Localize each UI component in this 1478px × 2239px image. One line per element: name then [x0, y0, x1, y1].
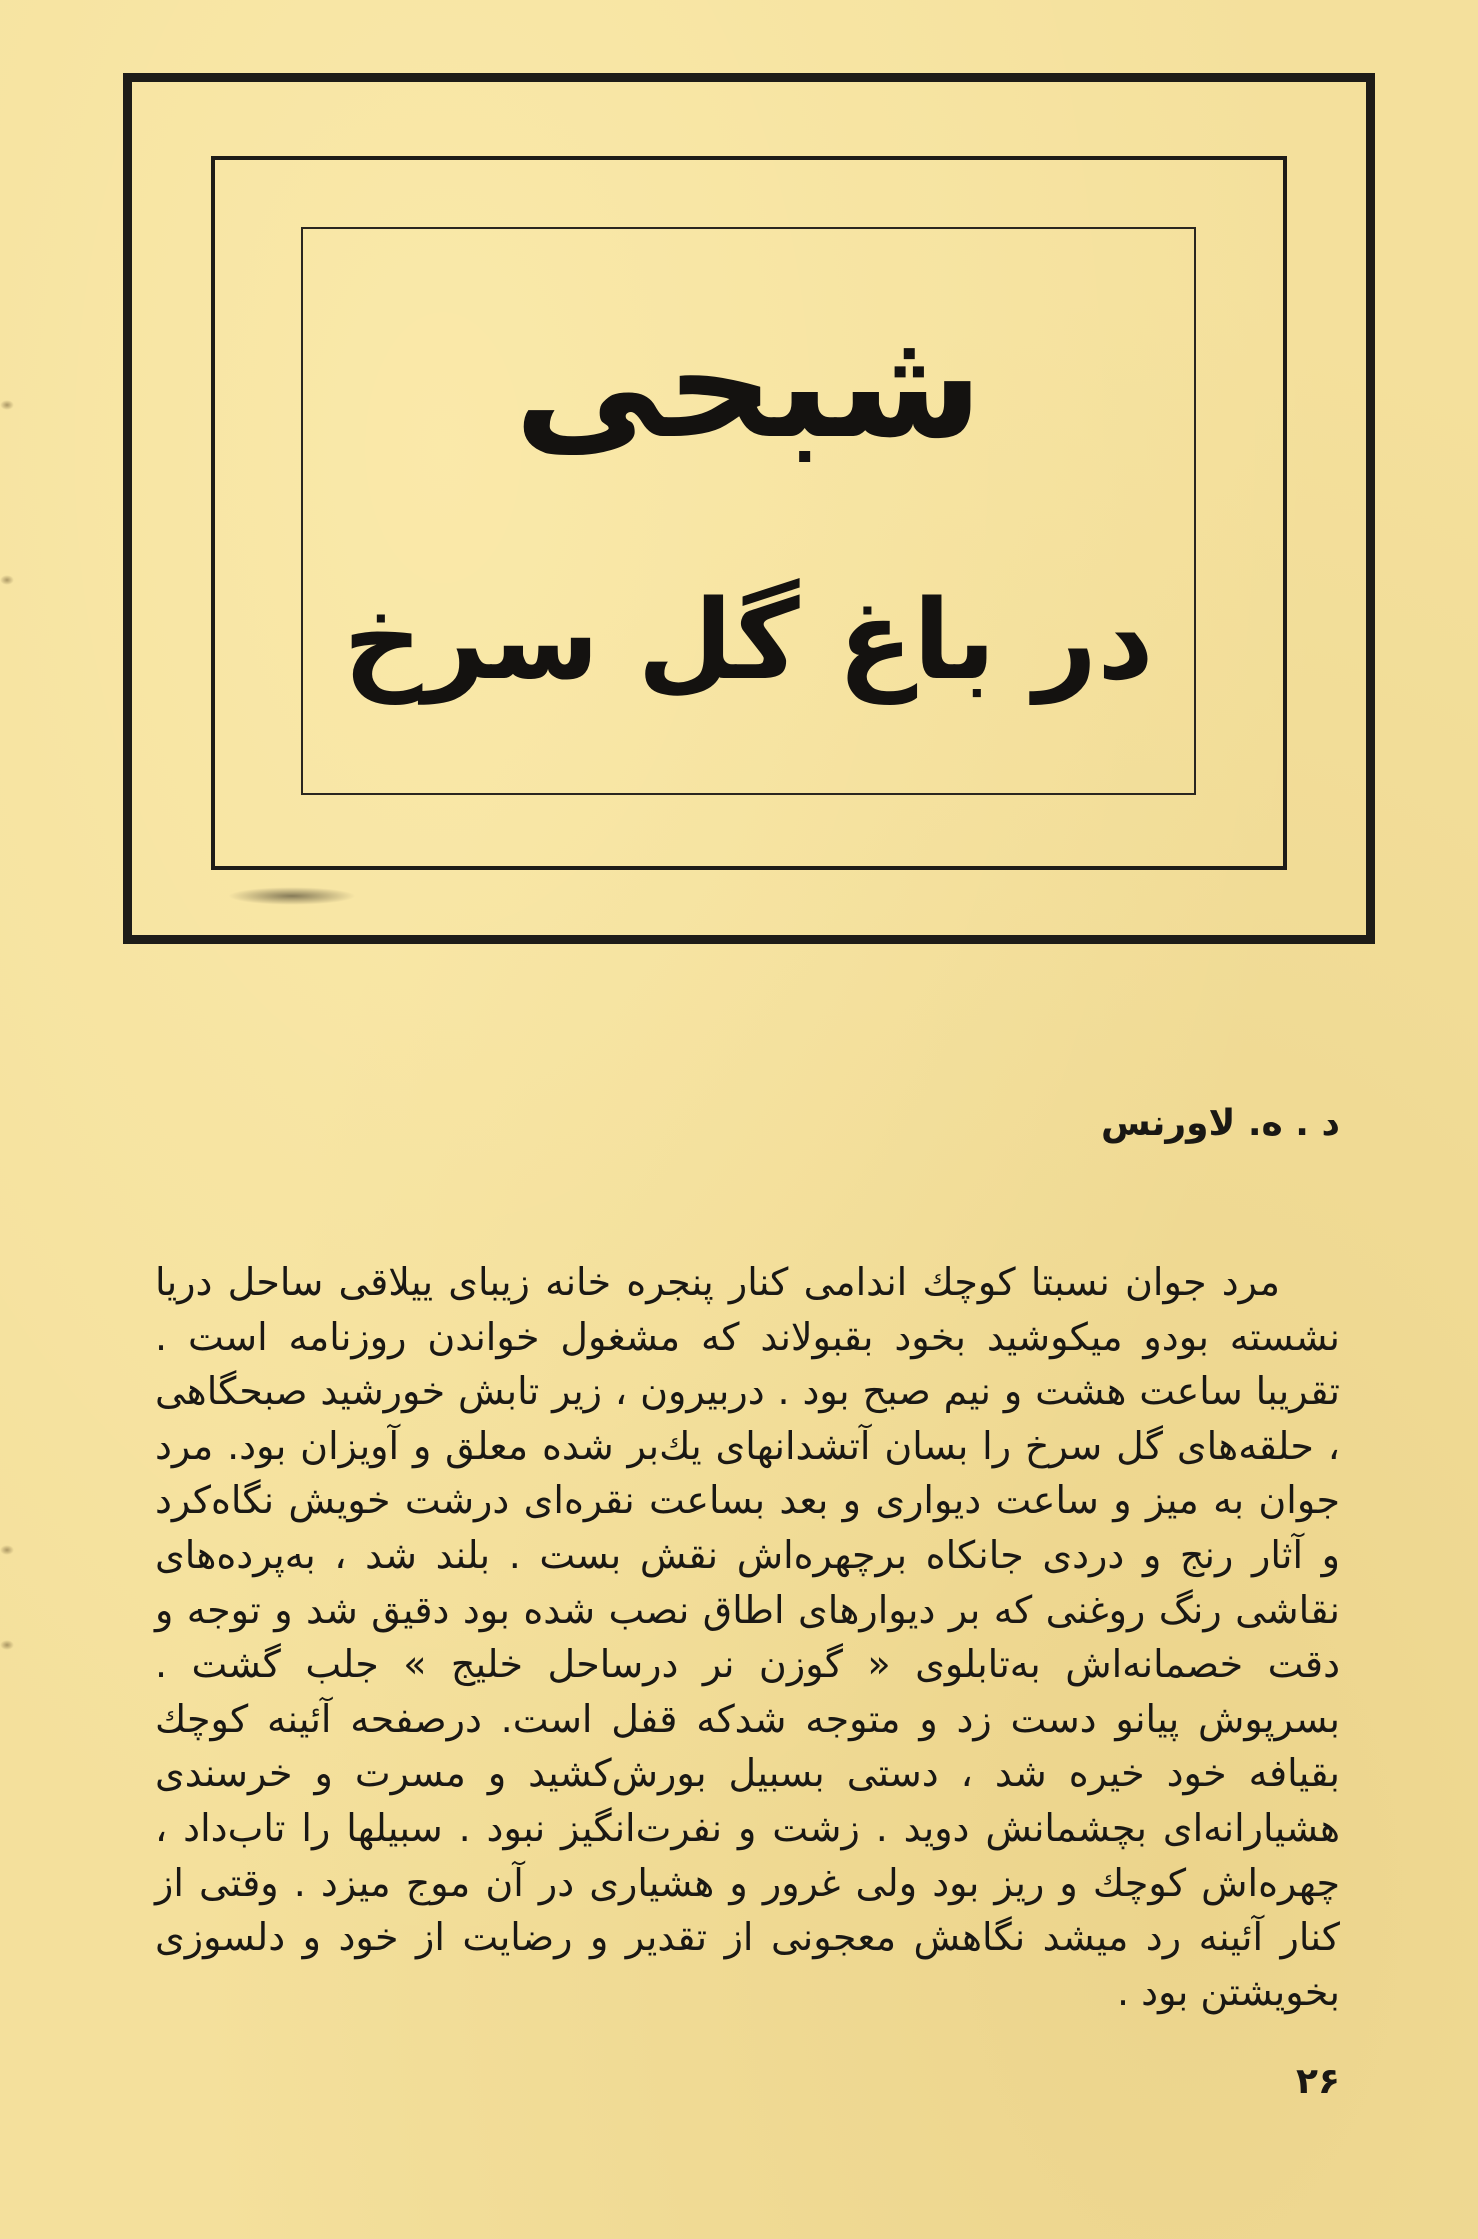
binding-hole	[0, 1640, 14, 1650]
body-paragraph: مرد جوان نسبتا کوچك اندامی کنار پنجره خانه زیبای ییلاقی ساحل دریا نشسته بودو میکوشید بخود بقبولاند که مشغول خواندن روزنامه است . تقریبا ساعت هشت و نیم صبح بود . دربیرون ، زیر تابش خورشید صبحگاهی ، حلقه‌های گل سرخ را بسان آتشدانهای یك‌بر شده معلق و آویزان بود. مرد جوان به میز و ساعت دیواری و بعد بساعت نقره‌ای درشت خویش نگاه‌کرد و آثار رنج و دردی جانکاه برچهره‌اش نقش بست . بلند شد ، به‌پرده‌های نقاشی رنگ روغنی که بر دیوارهای اطاق نصب شده بود دقیق شد و توجه و دقت خصمانه‌اش به‌تابلوی « گوزن نر درساحل خلیج » جلب گشت . بسرپوش پیانو دست زد و متوجه شدکه قفل است. درصفحه آئینه کوچك بقیافه خود خیره شد ، دستی بسبیل بورش‌کشید و مسرت و خرسندی هشیارانه‌ای بچشمانش دوید . زشت و نفرت‌انگیز نبود . سبیلها را تاب‌داد ، چهره‌اش کوچك و ریز بود ولی غرور و هشیاری در آن موج میزد . وقتی از کنار آئینه رد میشد نگاهش معجونی از تقدیر و رضایت از خود و دلسوزی بخویشتن بود .	[155, 1260, 1340, 2014]
story-subtitle: در باغ گل سرخ	[343, 576, 1154, 704]
story-title: شبحی	[514, 298, 983, 472]
author-name: د . ه. لاورنس	[1101, 1103, 1340, 1144]
binding-hole	[0, 1545, 14, 1555]
binding-hole	[0, 575, 14, 585]
binding-hole	[0, 400, 14, 410]
ink-smudge	[228, 887, 356, 905]
page-number: ۲۶	[1296, 2061, 1340, 2102]
